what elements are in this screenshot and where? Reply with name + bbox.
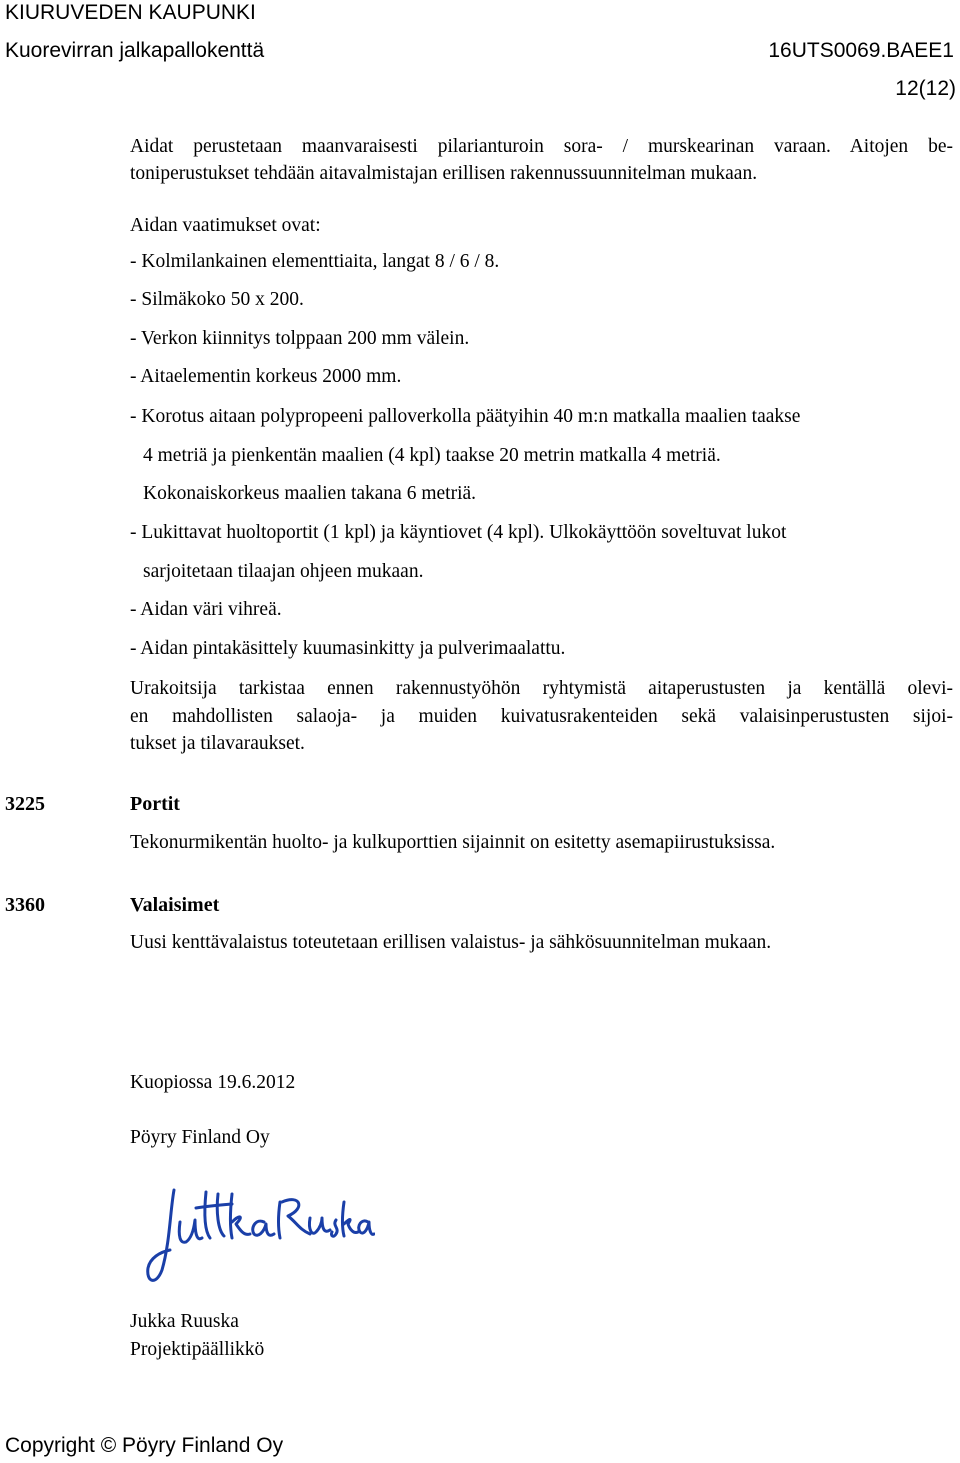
contractor-line-3: tukset ja tilavaraukset. bbox=[130, 733, 305, 754]
section-text: Tekonurmikentän huolto- ja kulkuporttien sijainnit on esitetty asemapiirustuksissa. bbox=[130, 832, 776, 853]
header-city: KIURUVEDEN KAUPUNKI bbox=[5, 1, 256, 24]
header-page-number: 12(12) bbox=[895, 77, 956, 100]
requirement-item-continuation: sarjoitetaan tilaajan ohjeen mukaan. bbox=[143, 561, 424, 582]
requirement-item: - Silmäkoko 50 x 200. bbox=[130, 289, 304, 310]
requirement-item: - Lukittavat huoltoportit (1 kpl) ja käyntiovet (4 kpl). Ulkokäyttöön soveltuvat lukot bbox=[130, 522, 787, 543]
requirement-item: - Aidan pintakäsittely kuumasinkitty ja pulverimaalattu. bbox=[130, 638, 566, 659]
section-title: Valaisimet bbox=[130, 894, 220, 916]
requirement-item-continuation: Kokonaiskorkeus maalien takana 6 metriä. bbox=[143, 483, 477, 504]
section-title: Portit bbox=[130, 793, 180, 815]
signer-title: Projektipäällikkö bbox=[130, 1339, 265, 1360]
intro-line-2: toniperustukset tehdään aitavalmistajan erillisen rakennussuunnitelman mukaan. bbox=[130, 163, 758, 184]
requirement-item: - Kolmilankainen elementtiaita, langat 8 / 6 / 8. bbox=[130, 251, 500, 272]
section-text: Uusi kenttävalaistus toteutetaan erillisen valaistus- ja sähkösuunnitelman mukaan. bbox=[130, 932, 772, 953]
header-doc-code: 16UTS0069.BAEE1 bbox=[768, 39, 954, 62]
footer-copyright: Copyright © Pöyry Finland Oy bbox=[5, 1434, 284, 1457]
requirement-item: - Korotus aitaan polypropeeni palloverkolla päätyihin 40 m:n matkalla maalien taakse bbox=[130, 406, 801, 427]
contractor-line-1: Urakoitsija tarkistaa ennen rakennustyöhön ryhtymistä aitaperustusten ja kentällä olevi- bbox=[130, 678, 953, 699]
header-project: Kuorevirran jalkapallokenttä bbox=[5, 39, 265, 62]
section-number: 3225 bbox=[5, 793, 45, 815]
requirement-item: - Aidan väri vihreä. bbox=[130, 599, 282, 620]
section-number: 3360 bbox=[5, 894, 45, 916]
requirement-item: - Verkon kiinnitys tolppaan 200 mm välein. bbox=[130, 328, 470, 349]
intro-line-1: Aidat perustetaan maanvaraisesti pilarianturoin sora- / murskearinan varaan. Aitojen be- bbox=[130, 136, 953, 157]
signer-name: Jukka Ruuska bbox=[130, 1311, 239, 1332]
requirements-heading: Aidan vaatimukset ovat: bbox=[130, 215, 321, 236]
company-name: Pöyry Finland Oy bbox=[130, 1127, 270, 1148]
contractor-line-2: en mahdollisten salaoja- ja muiden kuivatusrakenteiden sekä valaisinperustusten sijoi- bbox=[130, 706, 953, 727]
handwritten-signature bbox=[140, 1172, 375, 1302]
requirement-item: - Aitaelementin korkeus 2000 mm. bbox=[130, 366, 402, 387]
requirement-item-continuation: 4 metriä ja pienkentän maalien (4 kpl) taakse 20 metrin matkalla 4 metriä. bbox=[143, 445, 721, 466]
place-date: Kuopiossa 19.6.2012 bbox=[130, 1072, 296, 1093]
